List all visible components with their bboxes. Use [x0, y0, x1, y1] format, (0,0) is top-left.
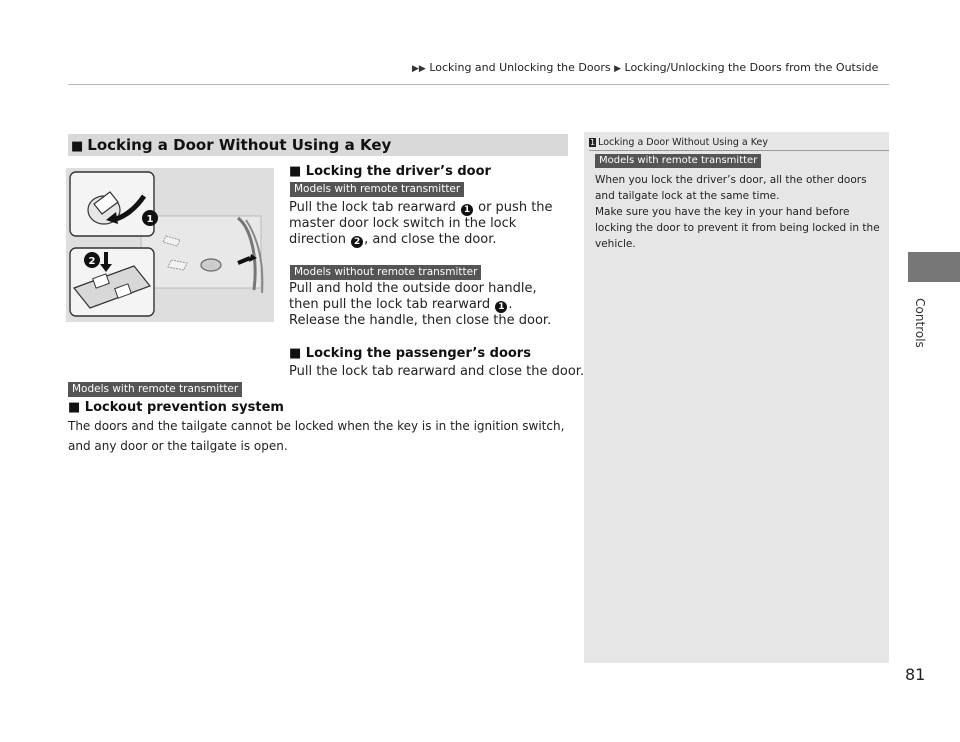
sidebar-note-paragraph-2: Make sure you have the key in your hand before locking the door to prevent it from being locked in the vehicle.: [595, 206, 880, 250]
door-lock-illustration: [66, 168, 274, 322]
remote-transmitter-tag: Models with remote transmitter: [290, 182, 464, 197]
passengers-doors-text: Pull the lock tab rearward and close the door.: [289, 364, 585, 379]
sidebar-note: [595, 172, 880, 252]
sidebar-title: 1 Locking a Door Without Using a Key: [590, 137, 768, 148]
breadcrumb: [412, 61, 878, 74]
square-bullet-icon: ■: [71, 139, 84, 154]
breadcrumb-arrow-icon: ▶: [614, 64, 622, 74]
breadcrumb-item-locking-unlocking[interactable]: Locking and Unlocking the Doors: [429, 61, 611, 74]
passengers-doors-heading: ■ Locking the passenger’s doors: [289, 346, 531, 361]
breadcrumb-arrow-icon: ▶▶: [412, 64, 426, 74]
sidebar-note-paragraph-1: When you lock the driver’s door, all the other doors and tailgate lock at the same time.: [595, 174, 867, 202]
drivers-door-remote-instructions: Pull the lock tab rearward 1 or push the master door lock switch in the lock direction 2 , and close the door.: [289, 200, 553, 247]
breadcrumb-item-from-outside[interactable]: Locking/Unlocking the Doors from the Outside: [624, 61, 879, 74]
sidebar-divider: [589, 150, 889, 151]
lockout-text: The doors and the tailgate cannot be locked when the key is in the ignition switch, and any door or the tailgate is open.: [68, 419, 565, 453]
sidebar-remote-tag: Models with remote transmitter: [595, 154, 761, 168]
section-title: Locking a Door Without Using a Key: [87, 136, 392, 154]
header-divider: [68, 84, 889, 85]
drivers-door-heading: ■ Locking the driver’s door: [289, 164, 491, 179]
chapter-tab-label[interactable]: Controls: [913, 298, 927, 348]
svg-text:2: 2: [88, 256, 96, 267]
drivers-door-no-remote-instructions: Pull and hold the outside door handle, then pull the lock tab rearward 1 . Release the handle, then close the door.: [289, 281, 552, 328]
no-remote-transmitter-tag: Models without remote transmitter: [290, 265, 481, 280]
callout-2-icon: 2: [351, 236, 363, 248]
page-number: 81: [905, 665, 926, 684]
callout-1-icon: 1: [495, 301, 507, 313]
lockout-remote-tag: Models with remote transmitter: [68, 382, 242, 397]
chapter-tab-marker: [908, 252, 960, 282]
lockout-heading: ■ Lockout prevention system: [68, 400, 284, 415]
svg-text:1: 1: [146, 214, 154, 225]
note-number-icon: 1: [590, 138, 596, 147]
section-title-bar: [68, 134, 568, 156]
callout-1-icon: 1: [461, 204, 473, 216]
